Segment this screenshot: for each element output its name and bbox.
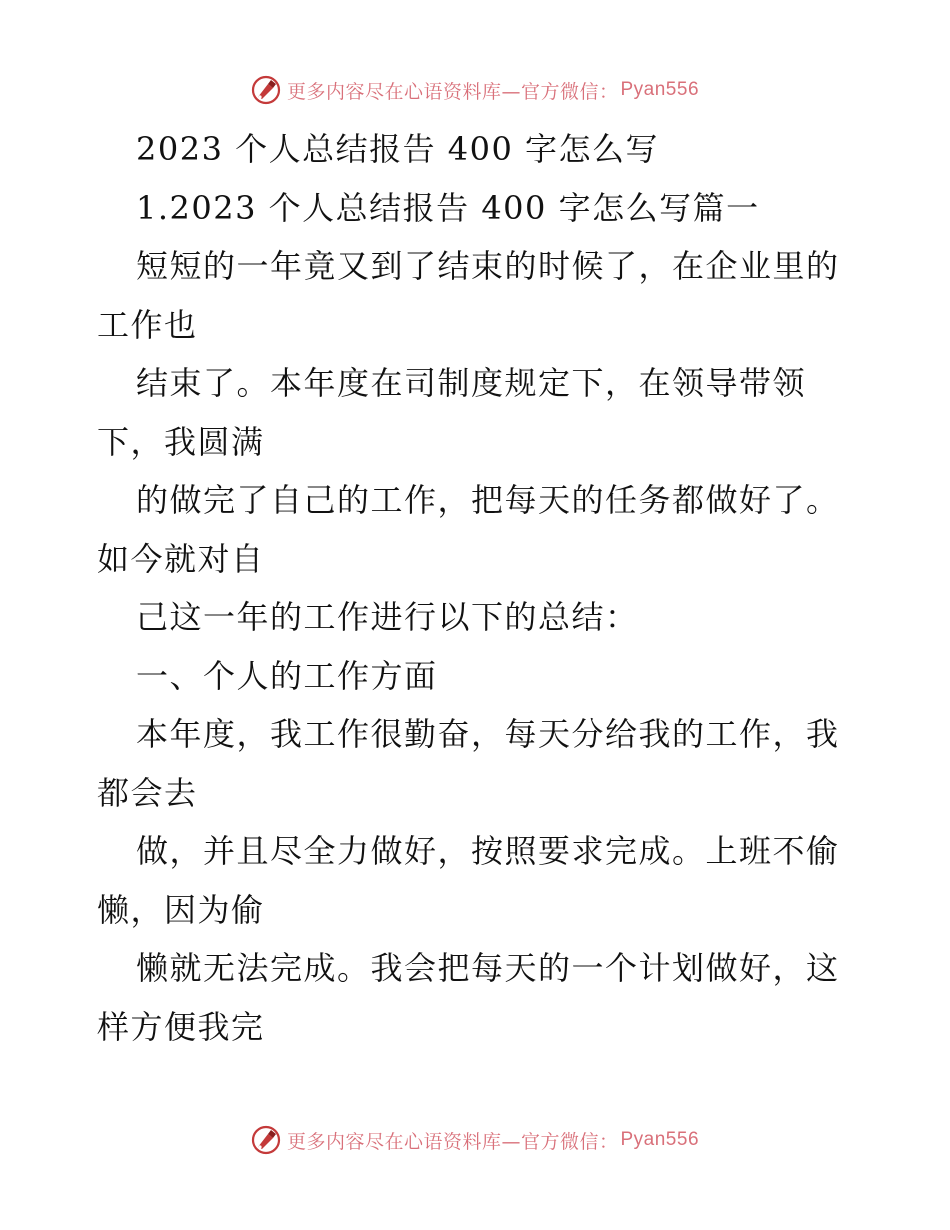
pen-logo-icon <box>251 1125 281 1155</box>
paragraph-line: 懒，因为偷 <box>97 890 265 929</box>
watermark-wechat-id: Pyan556 <box>620 1129 700 1150</box>
document-title: 2023 个人总结报告 400 字怎么写 <box>136 130 660 168</box>
pen-logo-icon <box>251 75 281 105</box>
watermark-text: 更多内容尽在心语资料库—官方微信： <box>286 1130 619 1153</box>
watermark-text: 更多内容尽在心语资料库—官方微信： <box>286 80 619 103</box>
paragraph-line: 己这一年的工作进行以下的总结： <box>136 598 639 636</box>
paragraph-line: 本年度，我工作很勤奋，每天分给我的工作，我 <box>136 715 840 753</box>
subsection-heading: 一、个人的工作方面 <box>136 656 438 695</box>
footer-watermark <box>0 1120 950 1160</box>
header-watermark <box>0 70 950 110</box>
paragraph-line: 结束了。本年度在司制度规定下，在领导带领 <box>136 364 807 402</box>
paragraph-line: 做，并且尽全力做好，按照要求完成。上班不偷 <box>136 832 840 870</box>
paragraph-line: 样方便我完 <box>97 1007 265 1046</box>
watermark-wechat-id: Pyan556 <box>620 79 700 100</box>
paragraph-line: 的做完了自己的工作，把每天的任务都做好了。 <box>136 481 840 519</box>
paragraph-line: 下，我圆满 <box>97 422 265 461</box>
paragraph-line: 都会去 <box>97 773 198 812</box>
paragraph-line: 如今就对自 <box>97 539 265 578</box>
paragraph-line: 工作也 <box>97 305 198 344</box>
paragraph-line: 懒就无法完成。我会把每天的一个计划做好，这 <box>136 949 840 987</box>
section-heading: 1.2023 个人总结报告 400 字怎么写篇一 <box>136 188 760 227</box>
paragraph-line: 短短的一年竟又到了结束的时候了，在企业里的 <box>136 247 840 285</box>
document-body <box>97 120 857 1056</box>
